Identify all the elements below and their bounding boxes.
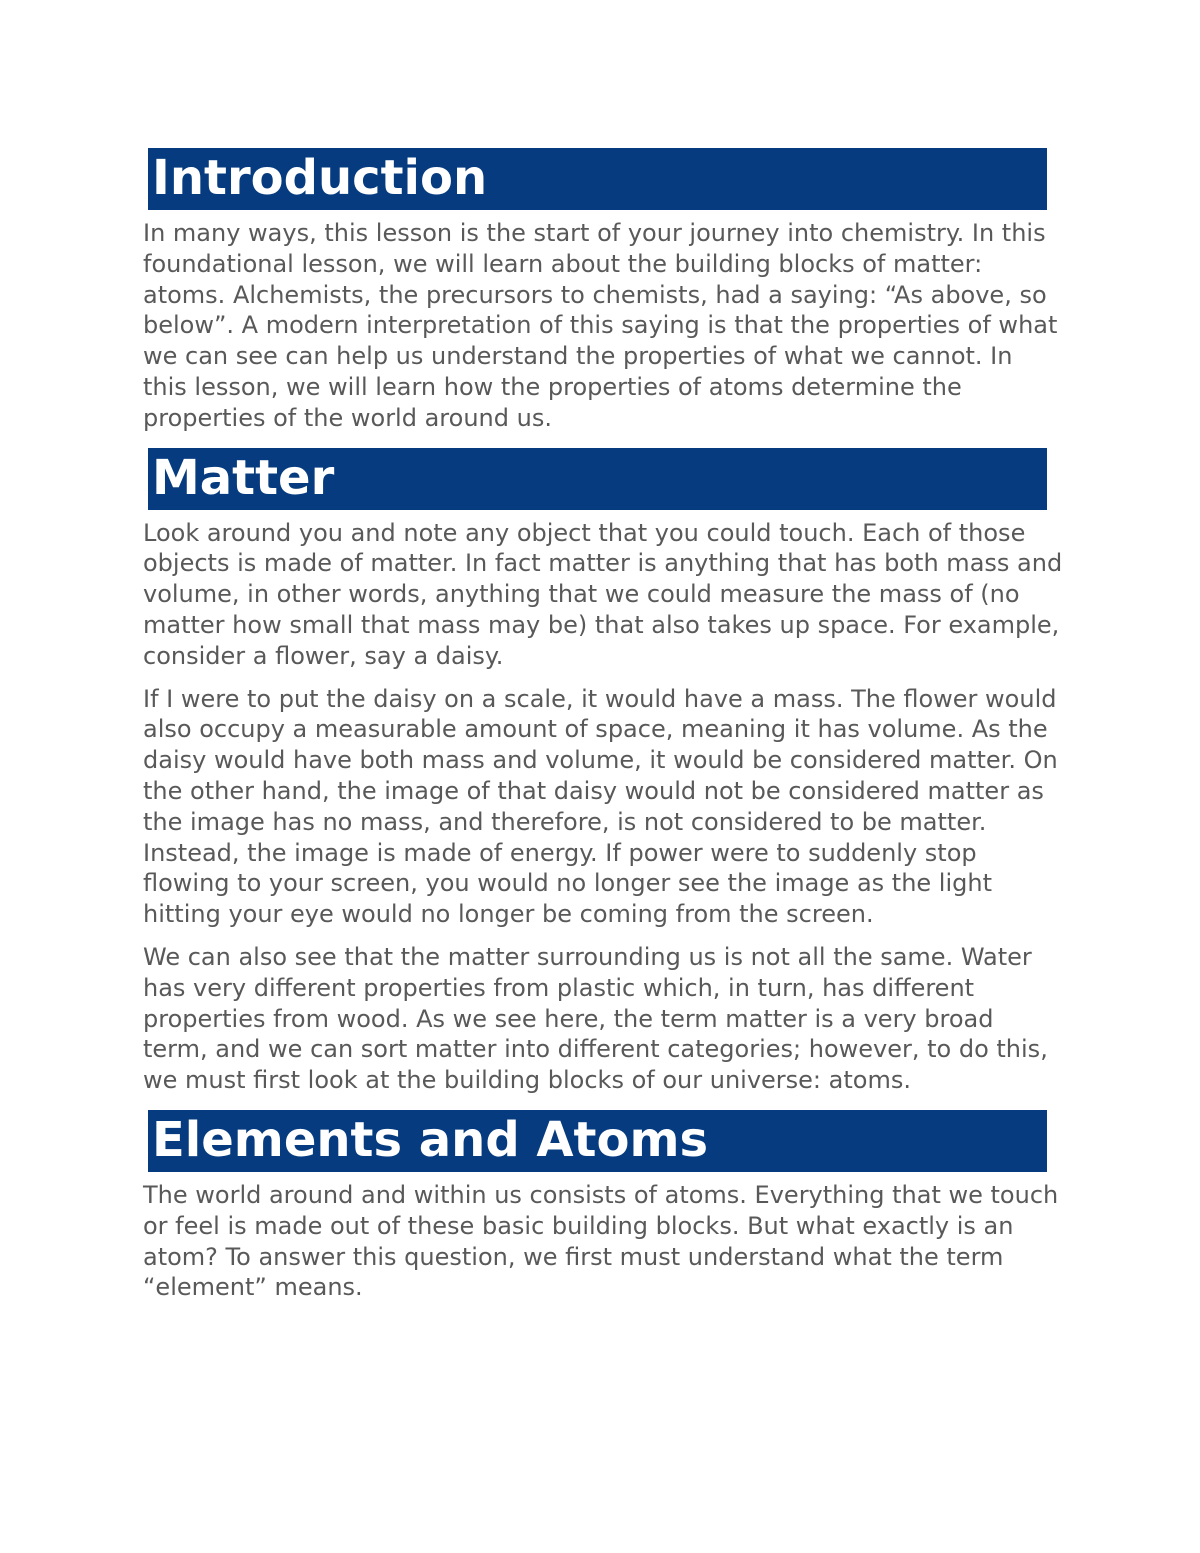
section-heading-introduction: Introduction (148, 148, 1047, 210)
section-introduction (143, 148, 1063, 434)
paragraph: Look around you and note any object that you could touch. Each of those objects is made of matter. In fact matter is anything that has both mass and volume, in other words, anything that we could measure the mass of (no matter how small that mass may be) that also takes up space. For example, consider a flower, say a daisy. (143, 518, 1063, 670)
section-heading-elements-and-atoms: Elements and Atoms (148, 1110, 1047, 1172)
document-page (143, 148, 1063, 1315)
section-heading-matter: Matter (148, 448, 1047, 510)
section-matter (143, 448, 1063, 1096)
paragraph: If I were to put the daisy on a scale, it would have a mass. The flower would also occupy a measurable amount of space, meaning it has volume. As the daisy would have both mass and volume, it would be considered matter. On the other hand, the image of that daisy would not be considered matter as the image has no mass, and therefore, is not considered to be matter. Instead, the image is made of energy. If power were to suddenly stop flowing to your screen, you would no longer see the image as the light hitting your eye would no longer be coming from the screen. (143, 684, 1058, 929)
paragraph: The world around and within us consists of atoms. Everything that we touch or feel is made out of these basic building blocks. But what exactly is an atom? To answer this question, we first must understand what the term “element” means. (143, 1180, 1059, 1302)
paragraph: In many ways, this lesson is the start of your journey into chemistry. In this foundational lesson, we will learn about the building blocks of matter: atoms. Alchemists, the precursors to chemists, had a saying: “As above, so below”. A modern interpretation of this saying is that the properties of what we can see can help us understand the properties of what we cannot. In this lesson, we will learn how the properties of atoms determine the properties of the world around us. (143, 219, 1058, 432)
section-elements-and-atoms (143, 1110, 1063, 1303)
paragraph: We can also see that the matter surrounding us is not all the same. Water has very different properties from plastic which, in turn, has different properties from wood. As we see here, the term matter is a very broad term, and we can sort matter into different categories; however, to do this, we must first look at the building blocks of our universe: atoms. (143, 942, 1048, 1095)
